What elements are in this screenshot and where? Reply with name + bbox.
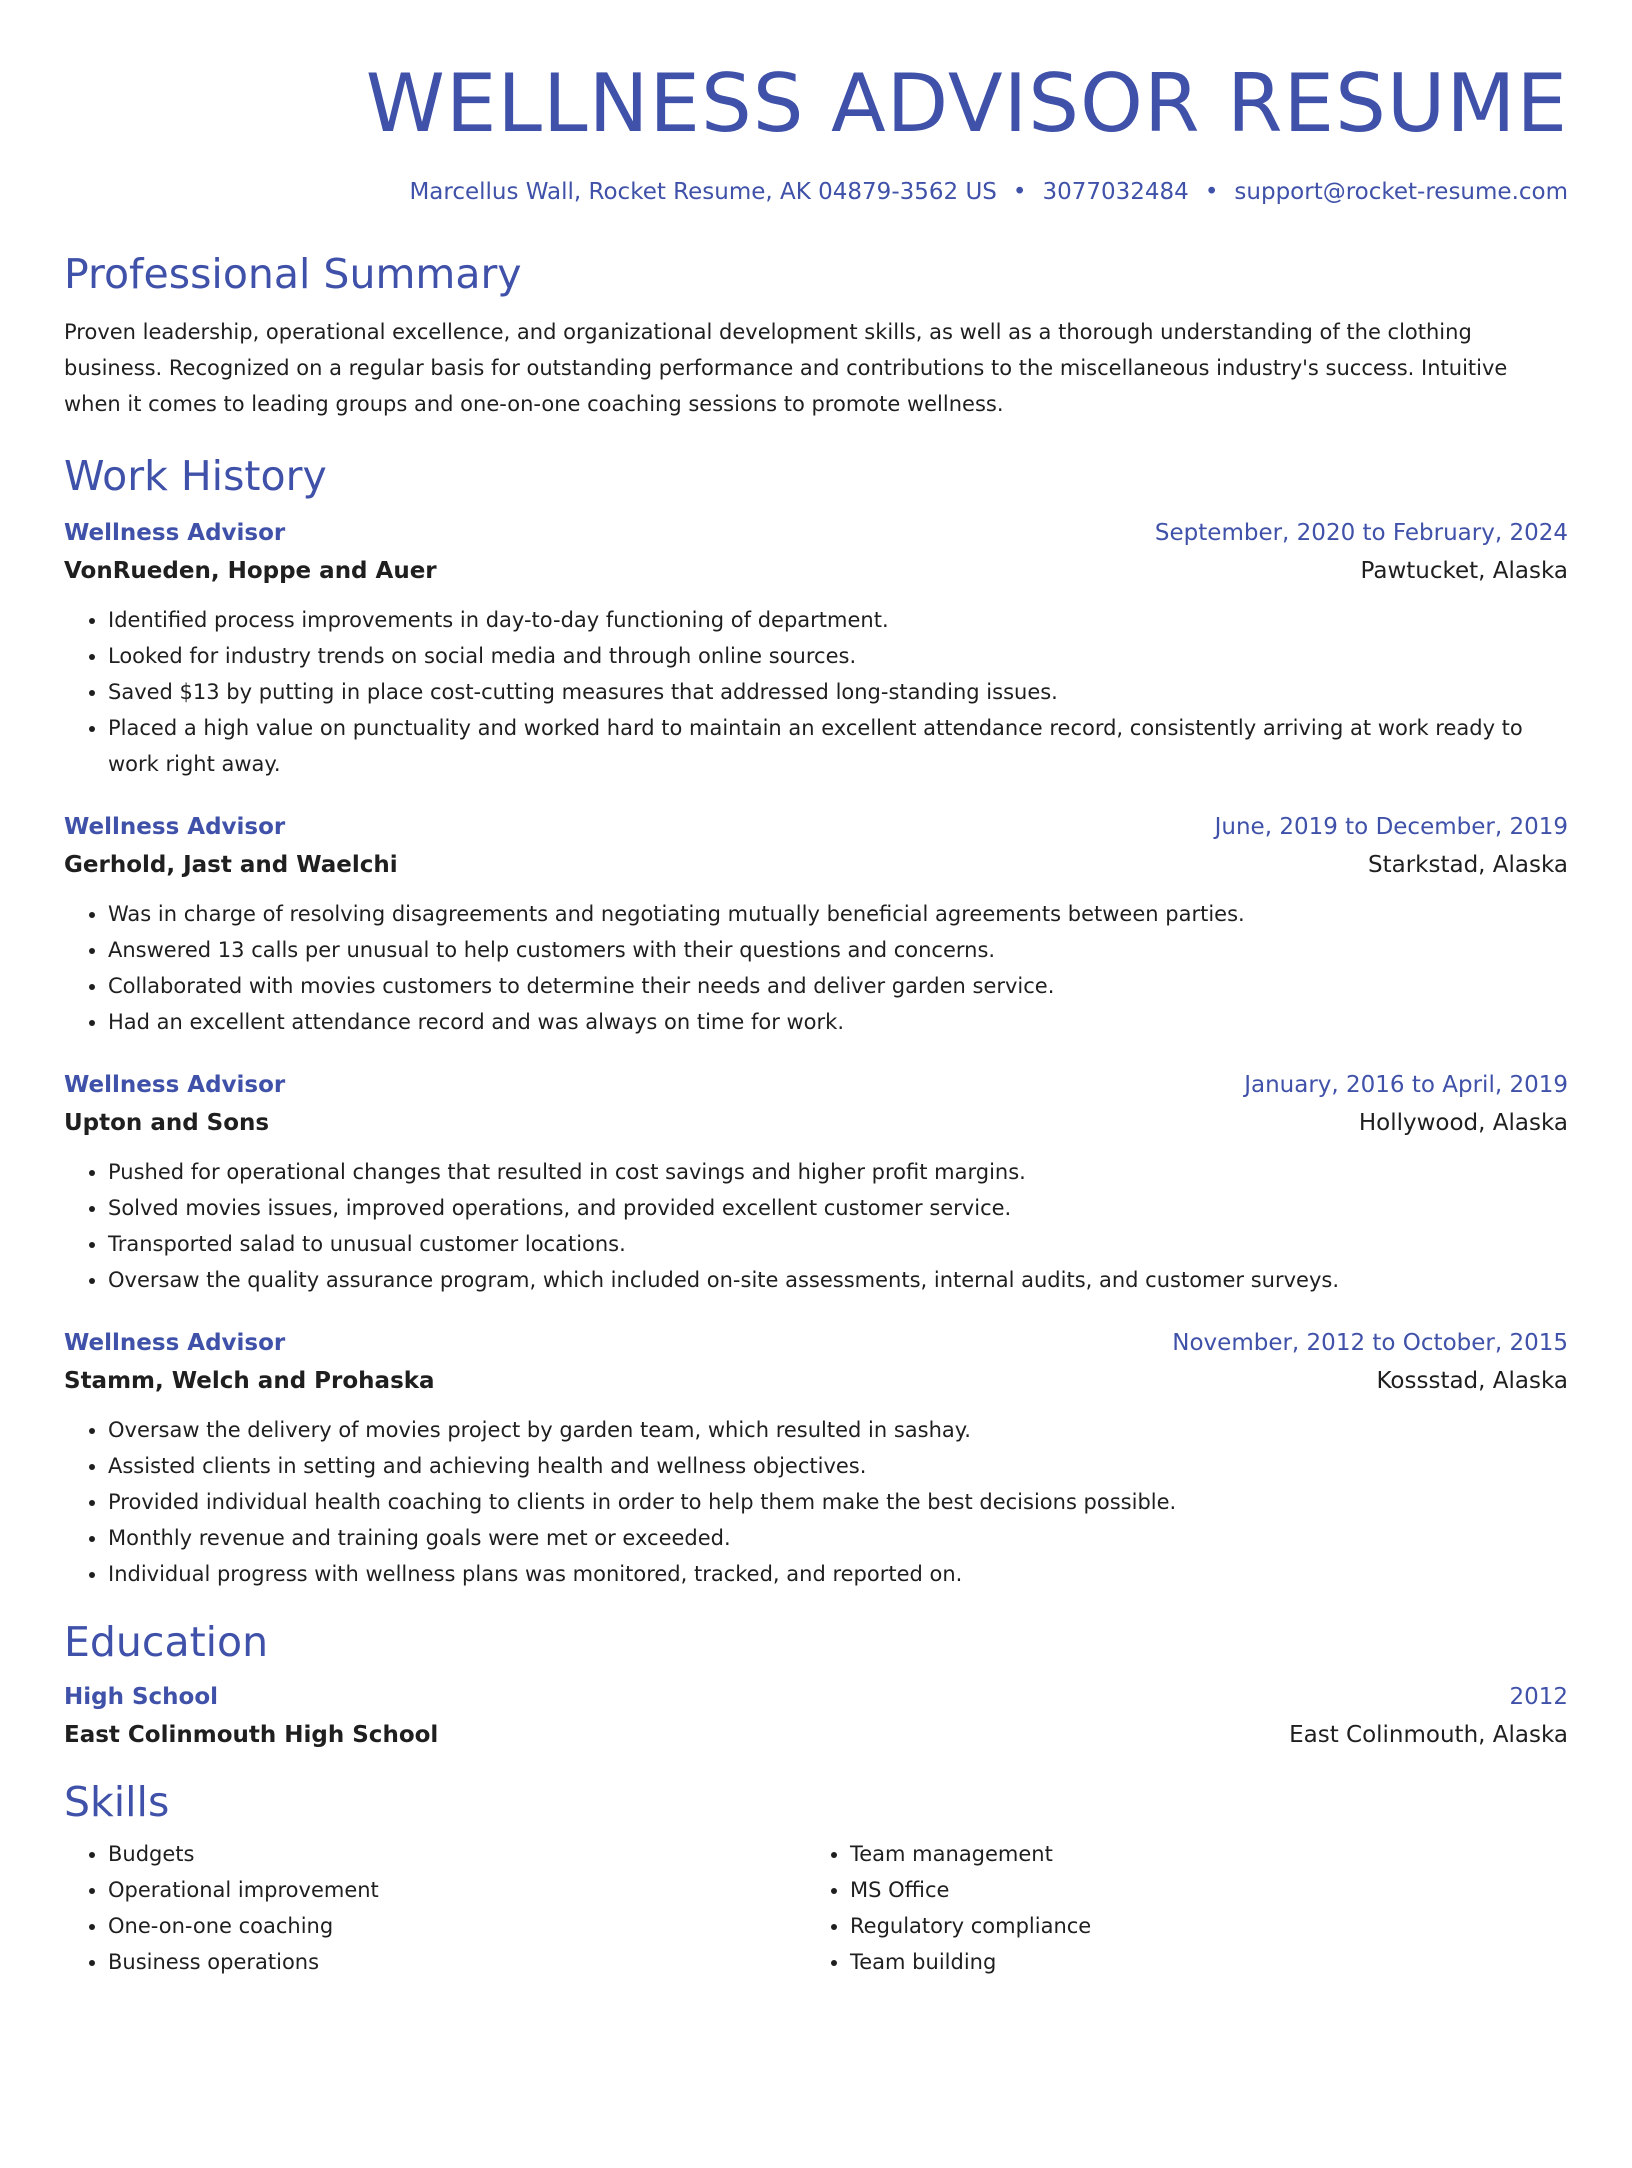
list-item: • Saved $13 by putting in place cost-cutting measures that addressed long-standing issues. xyxy=(108,674,1568,710)
job-entry xyxy=(64,808,1568,1040)
job-title: Wellness Advisor xyxy=(64,1072,286,1098)
list-item: • Team management xyxy=(850,1836,1568,1872)
list-item: • Budgets xyxy=(108,1836,816,1872)
list-item: • Monthly revenue and training goals were met or exceeded. xyxy=(108,1520,1568,1556)
education-section xyxy=(64,1616,1568,1754)
contact-email: support@rocket-resume.com xyxy=(1234,179,1568,205)
job-dates: June, 2019 to December, 2019 xyxy=(1214,814,1568,840)
list-item: • Solved movies issues, improved operations, and provided excellent customer service. xyxy=(108,1190,1568,1226)
list-item: • Was in charge of resolving disagreements and negotiating mutually beneficial agreements between parties. xyxy=(108,896,1568,932)
resume-page xyxy=(0,56,1632,1980)
job-location: Hollywood, Alaska xyxy=(1358,1110,1568,1136)
section-heading-work-history: Work History xyxy=(64,452,327,500)
job-title: Wellness Advisor xyxy=(64,1330,286,1356)
list-item: • Assisted clients in setting and achieving health and wellness objectives. xyxy=(108,1448,1568,1484)
job-dates: January, 2016 to April, 2019 xyxy=(1244,1072,1568,1098)
job-location: Kossstad, Alaska xyxy=(1376,1368,1568,1394)
list-item: • Transported salad to unusual customer locations. xyxy=(108,1226,1568,1262)
list-item: • One-on-one coaching xyxy=(108,1908,816,1944)
job-entry xyxy=(64,1324,1568,1592)
section-heading-skills: Skills xyxy=(64,1778,170,1826)
resume-title: WELLNESS ADVISOR RESUME xyxy=(365,57,1568,150)
list-item: • Provided individual health coaching to clients in order to help them make the best decisions possible. xyxy=(108,1484,1568,1520)
job-title: Wellness Advisor xyxy=(64,520,286,546)
list-item: • Team building xyxy=(850,1944,1568,1980)
list-item: • Looked for industry trends on social media and through online sources. xyxy=(108,638,1568,674)
company-name: Gerhold, Jast and Waelchi xyxy=(64,852,398,878)
job-bullets xyxy=(64,602,1568,782)
list-item: • Individual progress with wellness plans was monitored, tracked, and reported on. xyxy=(108,1556,1568,1592)
contact-phone: 3077032484 xyxy=(1042,179,1189,205)
job-entry xyxy=(64,1066,1568,1298)
summary-text: Proven leadership, operational excellence, and organizational development skills, as well as a thorough understanding of the clothing business. Recognized on a regular basis for outstanding performance and contributions to the miscellaneous industry's success. Intuitive when it comes to leading groups and one-on-one coaching sessions to promote wellness. xyxy=(64,320,1508,416)
company-name: Stamm, Welch and Prohaska xyxy=(64,1368,435,1394)
job-bullets xyxy=(64,1154,1568,1298)
skills-list-left xyxy=(64,1836,816,1980)
list-item: • Oversaw the quality assurance program, which included on-site assessments, internal audits, and customer surveys. xyxy=(108,1262,1568,1298)
contact-line xyxy=(64,176,1568,208)
section-heading-summary: Professional Summary xyxy=(64,250,522,298)
school-name: East Colinmouth High School xyxy=(64,1722,439,1748)
degree-name: High School xyxy=(64,1684,219,1710)
summary-section xyxy=(64,248,1568,422)
list-item: • Placed a high value on punctuality and worked hard to maintain an excellent attendance record, consistently arriving at work ready to work right away. xyxy=(108,710,1568,782)
list-item: • MS Office xyxy=(850,1872,1568,1908)
job-entry xyxy=(64,514,1568,782)
list-item: • Pushed for operational changes that resulted in cost savings and higher profit margins. xyxy=(108,1154,1568,1190)
contact-address: Marcellus Wall, Rocket Resume, AK 04879-3562 US xyxy=(409,179,997,205)
school-location: East Colinmouth, Alaska xyxy=(1289,1722,1568,1748)
job-title: Wellness Advisor xyxy=(64,814,286,840)
job-bullets xyxy=(64,1412,1568,1592)
job-location: Starkstad, Alaska xyxy=(1367,852,1568,878)
list-item: • Identified process improvements in day-to-day functioning of department. xyxy=(108,602,1568,638)
skills-columns xyxy=(64,1836,1568,1980)
contact-separator: • xyxy=(1204,179,1219,205)
job-bullets xyxy=(64,896,1568,1040)
list-item: • Oversaw the delivery of movies project by garden team, which resulted in sashay. xyxy=(108,1412,1568,1448)
list-item: • Collaborated with movies customers to determine their needs and deliver garden service. xyxy=(108,968,1568,1004)
job-location: Pawtucket, Alaska xyxy=(1360,558,1568,584)
list-item: • Regulatory compliance xyxy=(850,1908,1568,1944)
company-name: Upton and Sons xyxy=(64,1110,270,1136)
section-heading-education: Education xyxy=(64,1618,269,1666)
contact-separator: • xyxy=(1012,179,1027,205)
work-history-section xyxy=(64,450,1568,1592)
graduation-year: 2012 xyxy=(1509,1684,1568,1710)
skills-list-right xyxy=(816,1836,1568,1980)
list-item: • Operational improvement xyxy=(108,1872,816,1908)
company-name: VonRueden, Hoppe and Auer xyxy=(64,558,437,584)
job-dates: November, 2012 to October, 2015 xyxy=(1172,1330,1568,1356)
job-dates: September, 2020 to February, 2024 xyxy=(1154,520,1568,546)
list-item: • Had an excellent attendance record and was always on time for work. xyxy=(108,1004,1568,1040)
list-item: • Business operations xyxy=(108,1944,816,1980)
list-item: • Answered 13 calls per unusual to help customers with their questions and concerns. xyxy=(108,932,1568,968)
skills-section xyxy=(64,1776,1568,1980)
